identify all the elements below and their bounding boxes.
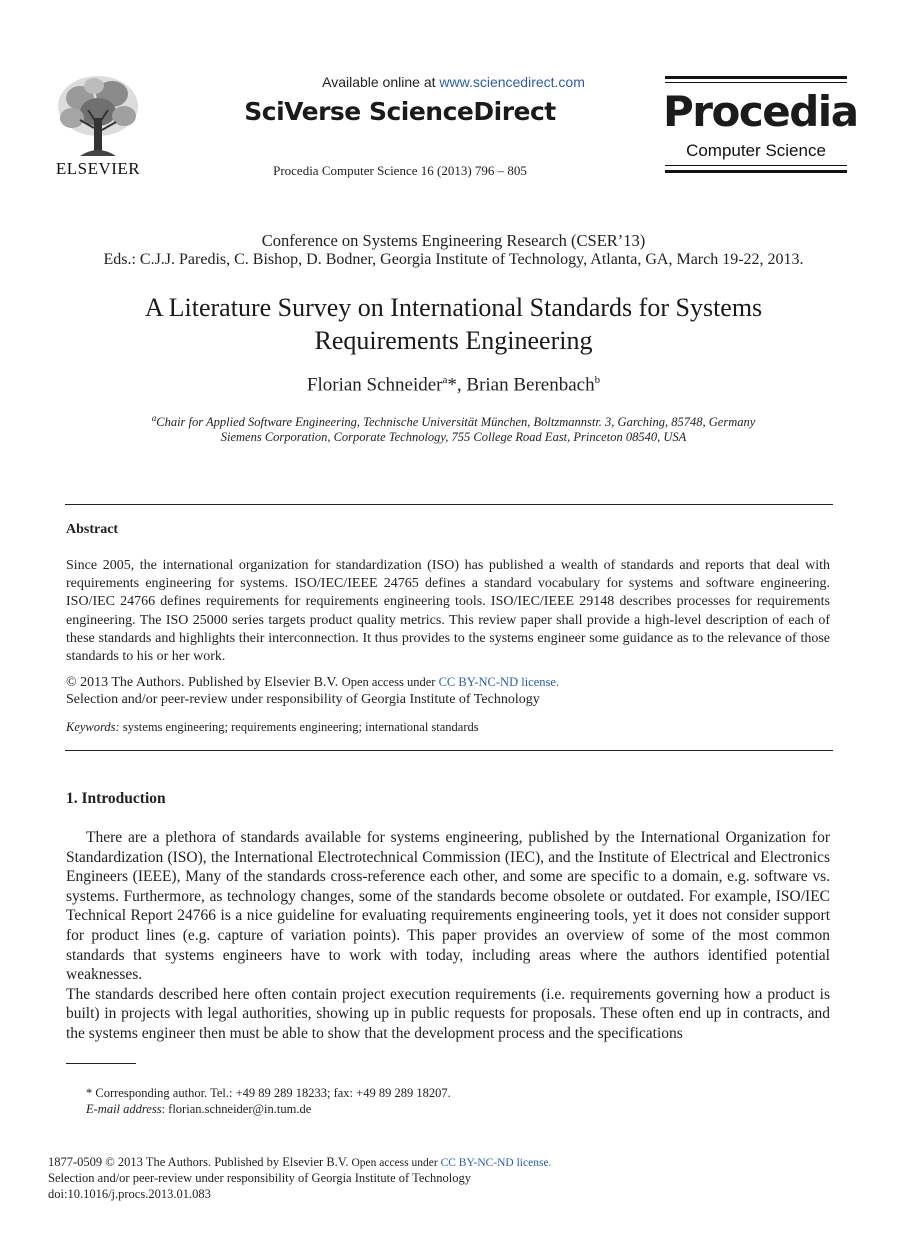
author-2-sup: b — [594, 374, 601, 386]
bottom-peer-review: Selection and/or peer-review under responsibility of Georgia Institute of Technology — [48, 1171, 471, 1185]
abstract-body: Since 2005, the international organization for standardization (ISO) has published a wealth of standards and reports that deal with requirements engineering for systems. ISO/IEC/IEEE 24765 defines a standard vocabulary for systems and software engineering. ISO/IEC 24766 defines requirements for requirements engineering tools. ISO/IEC/IEEE 29148 describes processes for requirements engineering. The ISO 25000 series targets product quality metrics. This review paper shall provide a high-level description of each of these standards and highlights their interconnection. It thus provides to the systems engineer some guidance as to the relevance of those standards to his or her work. — [66, 558, 830, 665]
paper-title — [60, 291, 847, 357]
keywords — [66, 720, 479, 735]
author-2: Brian Berenbach — [466, 374, 595, 396]
procedia-logo: Procedia — [663, 87, 858, 136]
doi: doi:10.1016/j.procs.2013.01.083 — [48, 1187, 211, 1201]
rule-below-abstract — [65, 750, 833, 751]
procedia-rule-bottom-thin — [665, 165, 847, 166]
author-1-sup: a — [442, 374, 448, 386]
author-1-mark: *, — [447, 374, 467, 396]
affiliation-b: Siemens Corporation, Corporate Technology, 755 College Road East, Princeton 08540, USA — [220, 430, 687, 444]
email-address: : florian.schneider@in.tum.de — [161, 1102, 312, 1116]
available-prefix: Available online at — [322, 74, 440, 90]
email-label: E-mail address — [86, 1102, 162, 1116]
footnote-rule — [66, 1063, 136, 1064]
journal-citation: Procedia Computer Science 16 (2013) 796 – 805 — [273, 163, 527, 178]
intro-paragraph-2: The standards described here often contain project execution requirements (i.e. requirements governing how a product is built) in projects with legal authorities, showing up in public requests for proposals. These often end up in contracts, and the systems engineer then must be able to show that the development process and the specifications — [66, 985, 830, 1042]
affiliation-a — [0, 413, 907, 430]
sciverse-sciencedirect-logo: SciVerse ScienceDirect — [244, 97, 556, 126]
open-access-text: Open access under — [341, 675, 439, 689]
bottom-license-link[interactable]: CC BY-NC-ND license. — [440, 1157, 552, 1169]
intro-heading: 1. Introduction — [66, 790, 166, 807]
affiliation-a-text: Chair for Applied Software Engineering, Technische Universität München, Boltzmannstr. 3, Garching, 85748, Germany — [156, 415, 756, 430]
procedia-rule-bottom — [665, 170, 847, 173]
title-line-2: Requirements Engineering — [314, 326, 593, 355]
copyright-line — [66, 675, 559, 691]
affiliation-a-sup: a — [151, 413, 157, 423]
author-1: Florian Schneider — [306, 374, 443, 396]
procedia-rule-top — [665, 76, 847, 79]
issn-line — [48, 1155, 551, 1170]
bottom-open-access: Open access under — [351, 1157, 441, 1169]
sciencedirect-link[interactable]: www.sciencedirect.com — [439, 74, 585, 90]
peer-review-line: Selection and/or peer-review under responsibility of Georgia Institute of Technology — [66, 692, 540, 707]
abstract-heading: Abstract — [66, 522, 119, 537]
elsevier-wordmark: ELSEVIER — [55, 159, 141, 178]
copyright-text: © 2013 The Authors. Published by Elsevier B.V. — [66, 675, 342, 690]
authors — [0, 374, 907, 396]
corresponding-author: * Corresponding author. Tel.: +49 89 289 18233; fax: +49 89 289 18207. — [86, 1086, 451, 1100]
procedia-subtitle: Computer Science — [686, 141, 826, 160]
intro-paragraph-1: There are a plethora of standards available for systems engineering, published by the International Organization for Standardization (ISO), the International Electrotechnical Commission (IEC), and the Institute of Electrical and Electronics Engineers (IEEE), Many of the standards cross-reference each other, and some are specific to a domain, e.g. software vs. systems. Furthermore, as technology changes, some of the standards become obsolete or outdated. For example, ISO/IEC Technical Report 24766 is a nice guideline for evaluating requirements engineering tools, yet it does not consider support for product lines (e.g. capture of variation points). This paper provides an overview of some of the most common standards that systems engineers have to work with today, including areas where the authors identified potential weaknesses. — [66, 829, 830, 984]
intro-body — [66, 828, 830, 1044]
issn-text: 1877-0509 © 2013 The Authors. Published by Elsevier B.V. — [48, 1155, 352, 1169]
title-line-1: A Literature Survey on International Standards for Systems — [144, 293, 763, 322]
procedia-rule-top-thin — [665, 82, 847, 83]
rule-above-abstract — [65, 504, 833, 505]
license-link[interactable]: CC BY-NC-ND license. — [438, 675, 560, 689]
keywords-text: systems engineering; requirements engineering; international standards — [119, 720, 479, 734]
conference-name: Conference on Systems Engineering Research (CSER’13) — [261, 231, 646, 250]
conference-editors: Eds.: C.J.J. Paredis, C. Bishop, D. Bodner, Georgia Institute of Technology, Atlanta, GA, March 19-22, 2013. — [103, 251, 804, 268]
email-line — [86, 1102, 311, 1117]
keywords-label: Keywords: — [66, 720, 120, 734]
